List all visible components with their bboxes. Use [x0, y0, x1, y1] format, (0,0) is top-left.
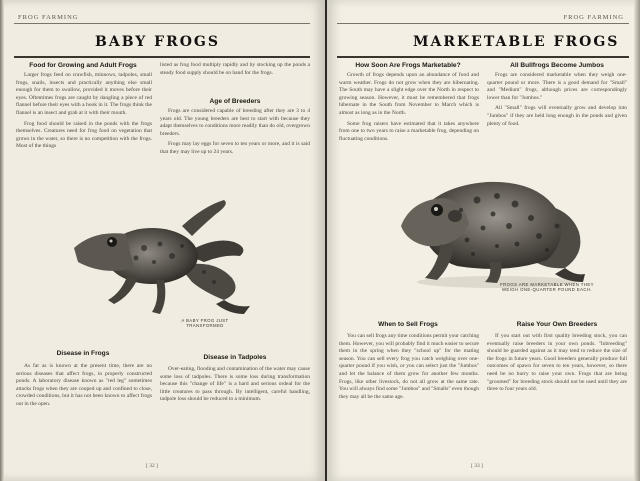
page-number-left: [ 32 ] [146, 463, 158, 469]
header-rule-right [337, 23, 629, 24]
text-disease-tadpoles [160, 366, 310, 407]
heading-how-soon: How Soon Are Frogs Marketable? [355, 62, 461, 69]
right-page [327, 0, 640, 481]
paragraph: Frogs may lay eggs for seven to ten years or more, and it is said that they may live up to 24 years. [160, 141, 310, 155]
text-food-col1 [16, 72, 152, 154]
page-number-right: [ 33 ] [471, 463, 483, 469]
page-edge-left [0, 0, 4, 481]
paragraph: If you start out with first quality breeding stock, you can eventually raise breeders in your own ponds. "Inbreeding" should be guarded against as it may tend to reduce the size of the frogs in future years. Good breeders generally produce full outcomes of spawn for seven to ten years, however, so there need be no hurry to raise your own. Frogs that are being "groomed" for breeding stock should not be used until they are three to four years old. [487, 333, 627, 393]
heading-disease-tadpoles: Disease in Tadpoles [203, 354, 267, 361]
paragraph: Over-eating, flooding and contamination of the water may cause some loss of tadpoles. There is some loss during transformation because this "change of life" is a hard and serious ordeal for the little creatures to pass through. By intelligent, careful handling, tadpole loss should be reduced to a minimum. [160, 366, 310, 403]
text-age-breeders [160, 108, 310, 160]
paragraph: Frogs are considered capable of breeding after they are 3 to 4 years old. The young breeders are best to start with because they adapt themselves to conditions more readily than do old, overgrown breeders. [160, 108, 310, 137]
text-how-soon [339, 72, 479, 146]
running-head-left: FROG FARMING [18, 14, 79, 21]
heading-jumbos: All Bullfrogs Become Jumbos [510, 62, 604, 69]
caption-baby-frog: A BABY FROG JUST TRANSFORMED [181, 318, 229, 329]
bullfrog-illustration [397, 170, 587, 290]
heading-raise-breeders: Raise Your Own Breeders [516, 321, 598, 328]
paragraph: All "Small" frogs will eventually grow and develop into "Jumbos" if they are held long enough in the ponds and given plenty of food. [487, 105, 627, 127]
paragraph: As far as is known at the present time, there are no serious diseases that affect frogs, in properly constructed ponds. A laboratory disease known as "red leg" sometimes attacks frogs when they are cooped up and confined to close, crowded conditions, but it has not been known to affect frogs out in the open. [16, 363, 152, 407]
title-rule-left [14, 56, 310, 58]
baby-frog-illustration [64, 196, 260, 329]
heading-when-to-sell: When to Sell Frogs [378, 321, 438, 328]
text-disease-frogs [16, 363, 152, 412]
text-when-to-sell [339, 333, 479, 404]
paragraph: Frog food should be raised in the ponds with the frogs themselves. Creatures need for frog food on vegetation that grows in the water, so there is no competition with the frogs. Most of the things [16, 120, 152, 150]
title-rule-right [337, 56, 629, 58]
page-title-left: BABY FROGS [95, 34, 220, 50]
page-title-right: MARKETABLE FROGS [413, 34, 620, 50]
caption-bullfrog: FROGS ARE MARKETABLE WHEN THEY WEIGH ONE-QUARTER POUND EACH. [500, 282, 594, 293]
paragraph: Larger frogs feed on crawfish, minnows, tadpoles, small frogs, snails, insects and practically anything else small enough for them to swallow, provided it moves before their eyes. Oftentimes frogs are caught by dangling a piece of red flannel before their eyes with a hook in it. The frogs think the flannel is an insect and grab at it with their mouth. [16, 72, 152, 116]
text-jumbos [487, 72, 627, 131]
paragraph: You can sell frogs any time conditions permit your catching them. However, you will probably find it much easier to secure them in the spring when they "school up" for the mating season. You can sell every frog you catch weighing over one-quarter pound if you wish, or you can select just the "Jumbos" and let the balance of them grow for another few months. Frogs, like other livestock, do not all grow at the same rate. You will always find some "Jumbos" and "Smalls" even though they may all be the same age. [339, 333, 479, 400]
page-edge-right [634, 0, 640, 481]
heading-food: Food for Growing and Adult Frogs [29, 62, 137, 69]
text-food-col2 [160, 62, 310, 80]
header-rule-left [14, 23, 310, 24]
paragraph: listed as frog food multiply rapidly and by stocking up the ponds a steady food supply should be on hand for the frogs. [160, 62, 310, 76]
paragraph: Some frog raisers have estimated that it takes anywhere from one to two years to raise a marketable frog, depending on fluctuating conditions. [339, 120, 479, 142]
heading-age-breeders: Age of Breeders [209, 98, 261, 105]
running-head-right: FROG FARMING [563, 14, 624, 21]
paragraph: Growth of frogs depends upon an abundance of food and warm weather. Frogs do not grow when they are hibernating. The South may have a slight edge over the North in respect to growing season. However, it must be remembered that frogs hibernate in the South from November to March which is almost as long as in the North. [339, 72, 479, 116]
heading-disease-frogs: Disease in Frogs [56, 350, 110, 357]
text-raise-breeders [487, 333, 627, 397]
paragraph: Frogs are considered marketable when they weigh one-quarter pound or more. There is a good demand for "Small" and "Medium" frogs, although prices are correspondingly lower than for "Jumbos." [487, 72, 627, 101]
